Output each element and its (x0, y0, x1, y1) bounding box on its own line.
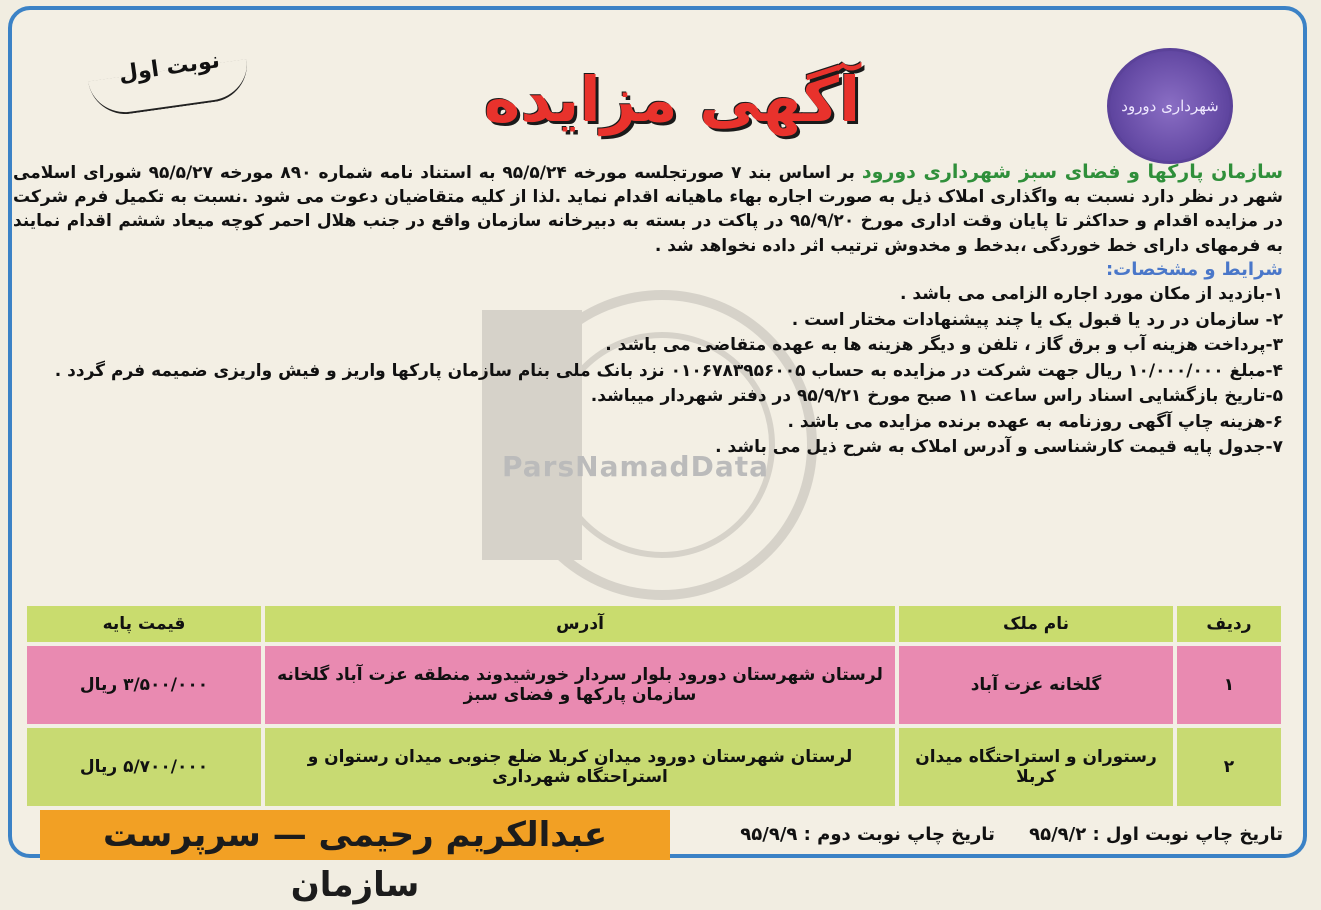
row-address: لرستان شهرستان دورود میدان کربلا ضلع جنوبی میدان رستوان و استراحتگاه شهرداری (265, 728, 895, 806)
logo-text: شهرداری دورود (1121, 96, 1219, 115)
notice-title: آگهی مزایده (483, 63, 861, 136)
row-address: لرستان شهرستان دورود بلوار سردار خورشیدوند منطقه عزت آباد گلخانه سازمان پارکها و فضای سبز (265, 646, 895, 724)
table-header-row (27, 606, 1281, 642)
header-name: نام ملک (899, 606, 1173, 642)
municipality-logo (1107, 48, 1233, 164)
condition-item: ۵-تاریخ بازگشایی اسناد راس ساعت ۱۱ صبح مورخ ۹۵/۹/۲۱ در دفتر شهردار میباشد. (590, 386, 1283, 407)
print-dates (712, 824, 1283, 845)
first-print-date: تاریخ چاپ نوبت اول : ۹۵/۹/۲ (1029, 824, 1283, 845)
round-label: نوبت اول (117, 48, 222, 88)
row-price: ۵/۷۰۰/۰۰۰ ریال (27, 728, 261, 806)
properties-table (23, 602, 1285, 810)
intro-text: بر اساس بند ۷ صورتجلسه مورخه ۹۵/۵/۲۴ به استناد نامه شماره ۸۹۰ مورخه ۹۵/۵/۲۷ شورای اسلامی شهر در نظر دارد نسبت به واگذاری املاک ذیل به صورت اجاره بهاء ماهیانه اقدام نماید .لذا از کلیه متقاضیان دعوت می شود .نسبت به تکمیل فرم شرکت در مزایده اقدام و حداکثر تا پایان وقت اداری مورخ ۹۵/۹/۲۰ در پاکت در بسته به دبیرخانه سازمان واقع در جنب هلال احمر کوچه میعاد ششم اقدام نمایند به فرمهای دارای خط خوردگی ،بدخط و مخدوش ترتیب اثر داده نخواهد شد . (13, 163, 1283, 256)
header-price: قیمت پایه (27, 606, 261, 642)
table-row (27, 728, 1281, 806)
condition-item: ۳-پرداخت هزینه آب و برق گاز ، تلفن و دیگر هزینه ها به عهده متقاضی می باشد . (605, 335, 1283, 356)
row-name: رستوران و استراحتگاه میدان کربلا (899, 728, 1173, 806)
organization-name: سازمان پارکها و فضای سبز شهرداری دورود (861, 161, 1284, 183)
watermark-text: ParsNamadData (502, 450, 769, 483)
condition-item: ۷-جدول پایه قیمت کارشناسی و آدرس املاک به شرح ذیل می باشد . (715, 437, 1283, 458)
row-price: ۳/۵۰۰/۰۰۰ ریال (27, 646, 261, 724)
condition-item: ۱-بازدید از مکان مورد اجاره الزامی می باشد . (900, 284, 1283, 305)
header-index: ردیف (1177, 606, 1281, 642)
row-index: ۲ (1177, 728, 1281, 806)
header-address: آدرس (265, 606, 895, 642)
condition-item: ۲- سازمان در رد یا قبول یک یا چند پیشنهادات مختار است . (791, 309, 1283, 330)
signature-banner: عبدالکریم رحیمی — سرپرست سازمان (40, 810, 670, 860)
table-row (27, 646, 1281, 724)
notice-frame (8, 6, 1307, 905)
row-name: گلخانه عزت آباد (899, 646, 1173, 724)
second-print-date: تاریخ چاپ نوبت دوم : ۹۵/۹/۹ (740, 824, 995, 845)
conditions-title: شرایط و مشخصات: (1105, 258, 1283, 280)
condition-item: ۶-هزینه چاپ آگهی روزنامه به عهده برنده مزایده می باشد . (787, 411, 1283, 432)
row-index: ۱ (1177, 646, 1281, 724)
condition-item: ۴-مبلغ ۱۰/۰۰۰/۰۰۰ ریال جهت شرکت در مزایده به حساب ۰۱۰۶۷۸۳۹۵۶۰۰۵ نزد بانک ملی بنام سازمان پارکها واریز و فیش واریزی ضمیمه فرم گردد . (54, 360, 1283, 381)
notice-body (13, 160, 1283, 461)
